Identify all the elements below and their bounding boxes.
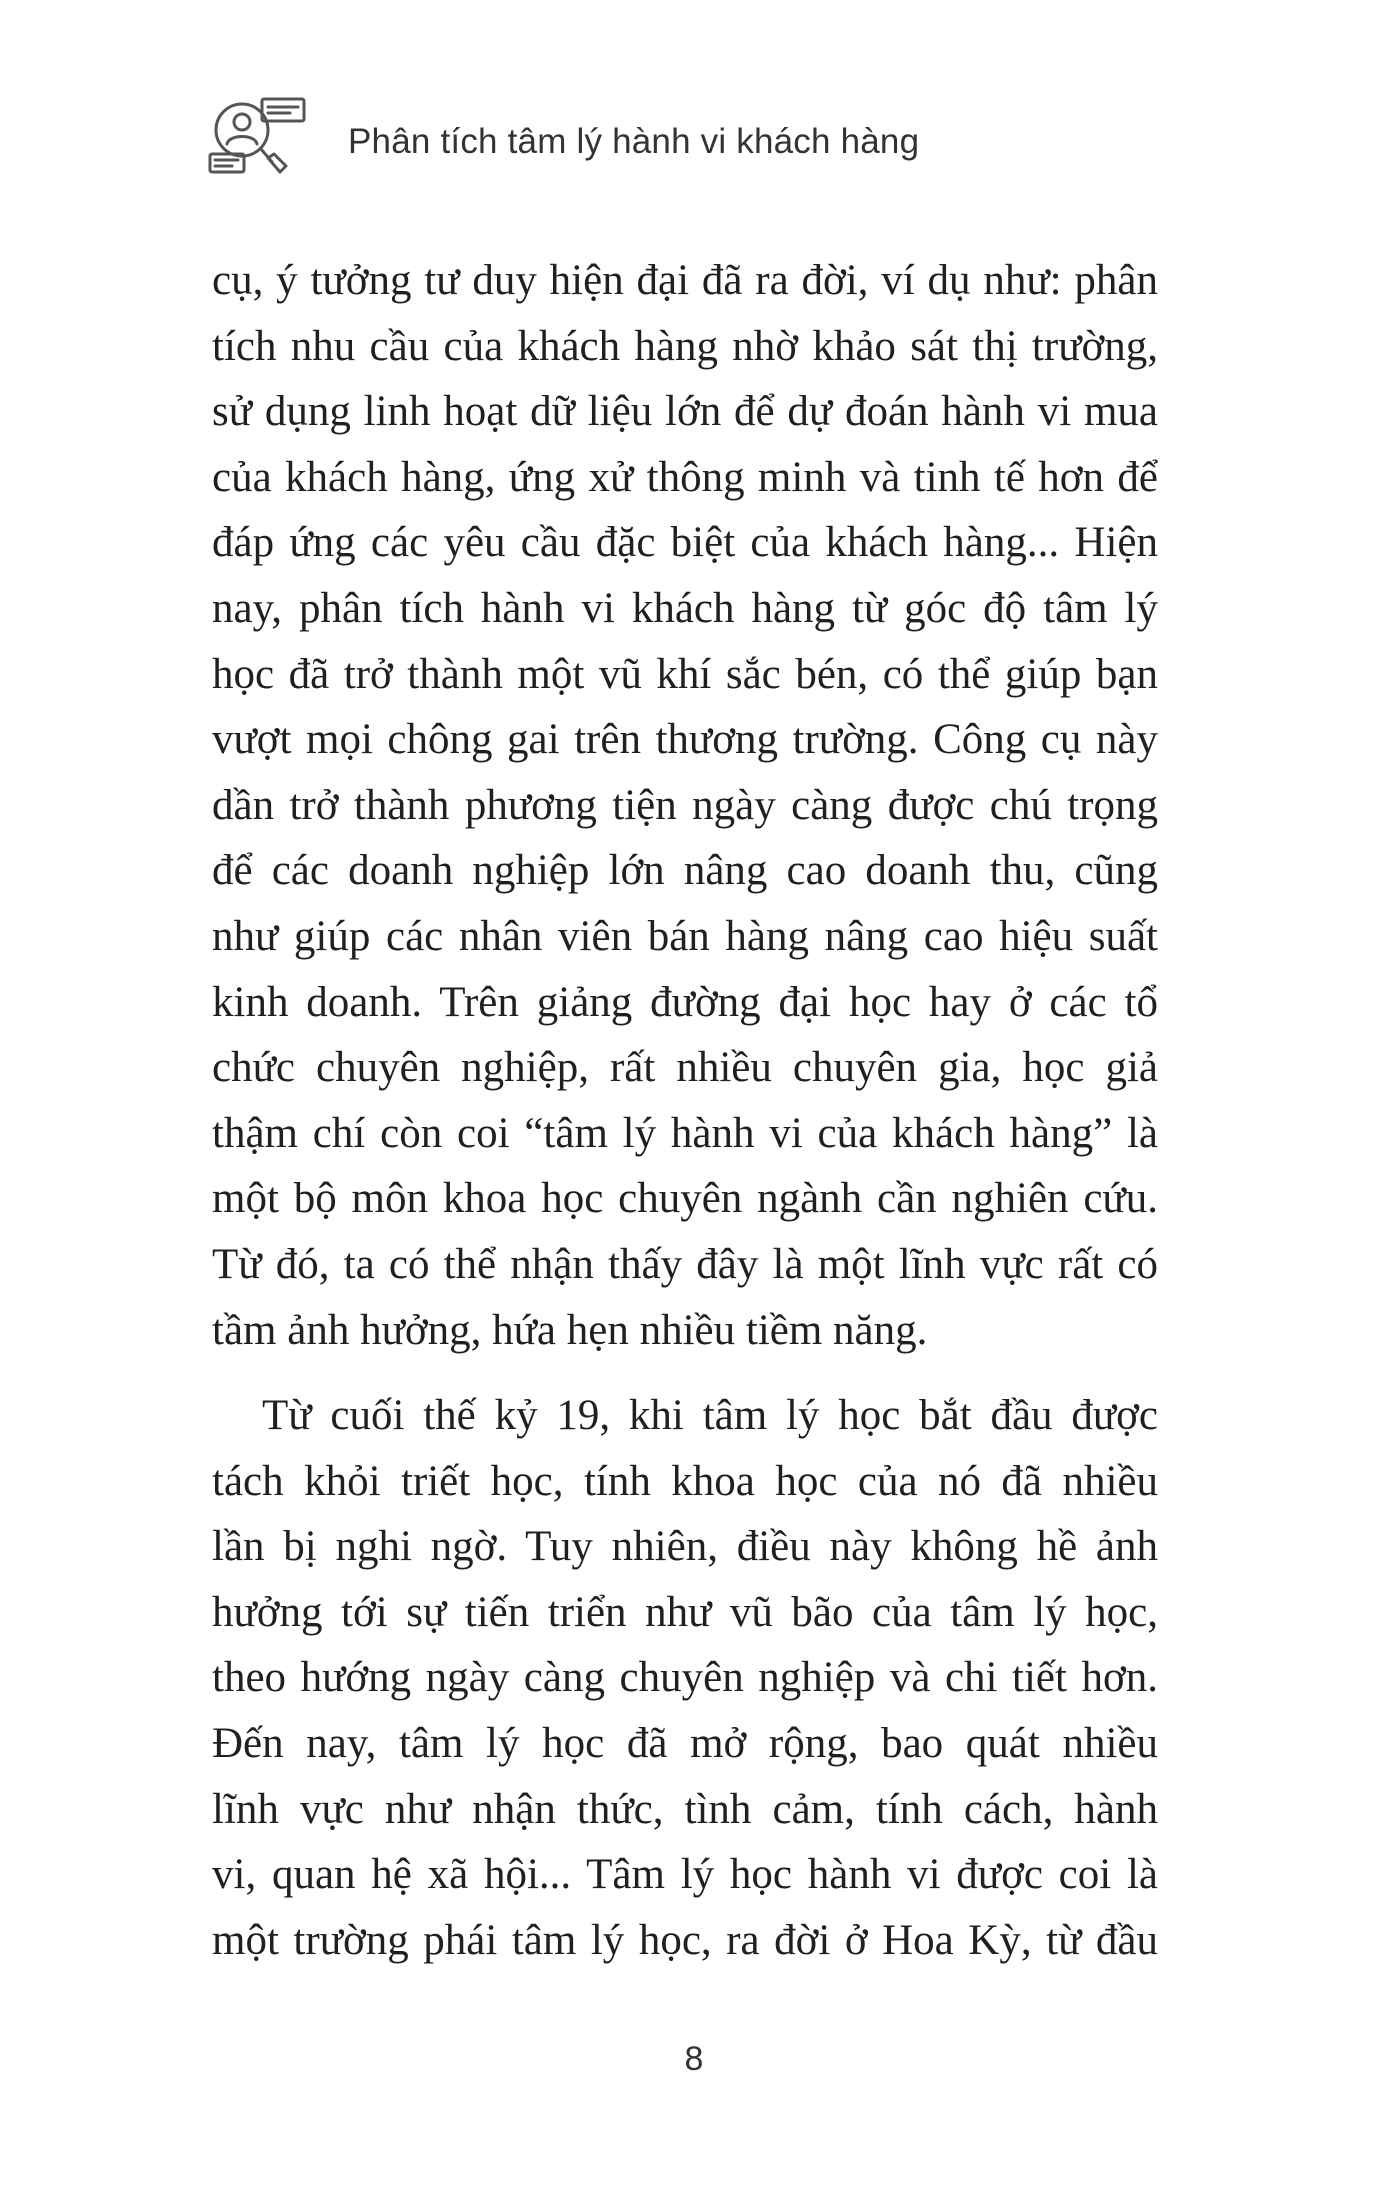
customer-analysis-icon <box>208 96 308 192</box>
text-line: học đã trở thành một vũ khí sắc bén, có thể giúp bạn <box>212 650 1158 698</box>
text-line: nay, phân tích hành vi khách hàng từ góc độ tâm lý <box>212 584 1158 632</box>
text-line: thậm chí còn coi “tâm lý hành vi của khách hàng” là <box>212 1109 1158 1157</box>
text-line: để các doanh nghiệp lớn nâng cao doanh thu, cũng <box>212 847 1158 895</box>
text-line: kinh doanh. Trên giảng đường đại học hay ở các tổ <box>212 978 1158 1026</box>
text-line: tích nhu cầu của khách hàng nhờ khảo sát thị trường, <box>212 322 1158 370</box>
text-line: dần trở thành phương tiện ngày càng được chú trọng <box>212 781 1158 829</box>
text-line: tách khỏi triết học, tính khoa học của nó đã nhiều <box>212 1457 1158 1505</box>
running-header-title: Phân tích tâm lý hành vi khách hàng <box>348 122 920 161</box>
text-line: sử dụng linh hoạt dữ liệu lớn để dự đoán hành vi mua <box>212 388 1158 436</box>
paragraph <box>212 248 1158 1363</box>
text-line: cụ, ý tưởng tư duy hiện đại đã ra đời, ví dụ như: phân <box>212 257 1158 304</box>
text-line: lĩnh vực như nhận thức, tình cảm, tính cách, hành <box>212 1785 1158 1833</box>
text-line: Từ cuối thế kỷ 19, khi tâm lý học bắt đầu được <box>262 1392 1158 1440</box>
text-line: vi, quan hệ xã hội... Tâm lý học hành vi được coi là <box>212 1851 1158 1899</box>
text-line: của khách hàng, ứng xử thông minh và tinh tế hơn để <box>212 453 1158 501</box>
paragraph <box>212 1383 1158 1973</box>
text-line: Đến nay, tâm lý học đã mở rộng, bao quát nhiều <box>212 1720 1158 1768</box>
text-line: hưởng tới sự tiến triển như vũ bão của tâm lý học, <box>212 1588 1158 1636</box>
paragraph-gap <box>212 1363 1158 1383</box>
text-line: theo hướng ngày càng chuyên nghiệp và chi tiết hơn. <box>212 1654 1158 1702</box>
text-line: vượt mọi chông gai trên thương trường. Công cụ này <box>212 716 1158 764</box>
text-line: tầm ảnh hưởng, hứa hẹn nhiều tiềm năng. <box>212 1306 928 1354</box>
page-number: 8 <box>684 2040 704 2078</box>
text-line: lần bị nghi ngờ. Tuy nhiên, điều này không hề ảnh <box>212 1523 1158 1571</box>
text-line: đáp ứng các yêu cầu đặc biệt của khách hàng... Hiện <box>212 519 1158 567</box>
text-line: như giúp các nhân viên bán hàng nâng cao hiệu suất <box>212 912 1158 960</box>
running-header <box>208 96 1208 196</box>
text-line: chức chuyên nghiệp, rất nhiều chuyên gia, học giả <box>212 1044 1158 1092</box>
body-text <box>212 248 1158 1973</box>
text-line: một trường phái tâm lý học, ra đời ở Hoa Kỳ, từ đầu <box>212 1916 1158 1964</box>
text-line: Từ đó, ta có thể nhận thấy đây là một lĩnh vực rất có <box>212 1240 1158 1288</box>
text-line: một bộ môn khoa học chuyên ngành cần nghiên cứu. <box>212 1175 1158 1223</box>
